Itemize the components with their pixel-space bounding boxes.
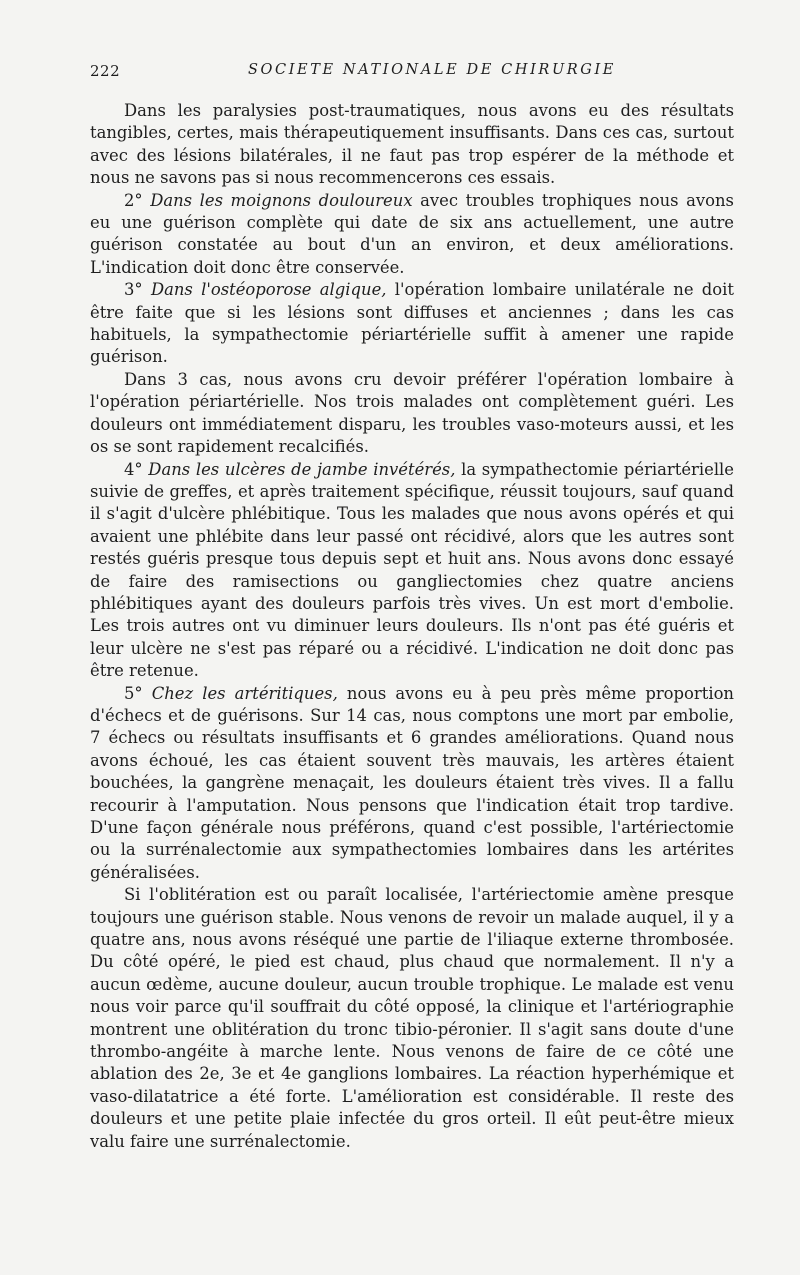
page-header — [90, 62, 734, 84]
body-text — [90, 100, 734, 1153]
running-title: SOCIETE NATIONALE DE CHIRURGIE — [248, 62, 616, 78]
paragraph: 4° Dans les ulcères de jambe invétérés, la sympathectomie périartérielle suivie de greffes, et après traitement spécifique, réussit toujours, sauf quand il s'agit d'ulcère phlébitique. Tous les malades que nous avons opérés et qui avaient une phlébite dans leur passé ont récidivé, alors que les autres sont restés guéris presque tous depuis sept et huit ans. Nous avons donc essayé de faire des ramisections ou gangliectomies chez quatre anciens phlébitiques ayant des douleurs parfois très vives. Un est mort d'embolie. Les trois autres ont vu diminuer leurs douleurs. Ils n'ont pas été guéris et leur ulcère ne s'est pas réparé ou a récidivé. L'indication ne doit donc pas être retenue. — [90, 459, 735, 681]
paragraph: Si l'oblitération est ou paraît localisée, l'artériectomie amène presque toujours une guérison stable. Nous venons de revoir un malade auquel, il y a quatre ans, nous avons réséqué une partie de l'iliaque externe thrombosée. Du côté opéré, le pied est chaud, plus chaud que normalement. Il n'y a aucun œdème, aucune douleur, aucun trouble trophique. Le malade est venu nous voir parce qu'il souffrait du côté opposé, la clinique et l'artériographie montrent une oblitération du tronc tibio-péronier. Il s'agit sans doute d'une thrombo-angéite à marche lente. Nous venons de faire de ce côté une ablation des 2e, 3e et 4e ganglions lombaires. La réaction hyperhémique et vaso-dilatatrice a été forte. L'amélioration est considérable. Il reste des douleurs et une petite plaie infectée du gros orteil. Il eût peut-être mieux valu faire une surrénalectomie. — [90, 885, 734, 1151]
paragraph: Dans 3 cas, nous avons cru devoir préférer l'opération lombaire à l'opération périartérielle. Nos trois malades ont complètement guéri. Les douleurs ont immédiatement disparu, les troubles vaso-moteurs aussi, et les os se sont rapidement recalcifiés. — [90, 369, 734, 457]
paragraph: 5° Chez les artéritiques, nous avons eu à peu près même proportion d'échecs et de guérisons. Sur 14 cas, nous comptons une mort par embolie, 7 échecs ou résultats insuffisants et 6 grandes améliorations. Quand nous avons échoué, les cas étaient souvent très mauvais, les artères étaient bouchées, la gangrène menaçait, les douleurs étaient très vives. Il a fallu recourir à l'amputation. Nous pensons que l'indication était trop tardive. D'une façon générale nous préférons, quand c'est possible, l'artériectomie ou la surrénalectomie aux sympathectomies lombaires dans les artérites généralisées. — [90, 683, 734, 882]
paragraph: 2° Dans les moignons douloureux avec troubles trophiques nous avons eu une guérison complète qui date de six ans actuellement, une autre guérison constatée au bout d'un an environ, et deux améliorations. L'indication doit donc être conservée. — [90, 190, 734, 277]
page-number: 222 — [90, 62, 121, 80]
paragraph: Dans les paralysies post-traumatiques, nous avons eu des résultats tangibles, certes, mais thérapeutiquement insuffisants. Dans ces cas, surtout avec des lésions bilatérales, il ne faut pas trop espérer de la méthode et nous ne savons pas si nous recommencerons ces essais. — [90, 101, 734, 188]
paragraph: 3° Dans l'ostéoporose algique, l'opération lombaire unilatérale ne doit être faite que si les lésions sont diffuses et anciennes ; dans les cas habituels, la sympathectomie périartérielle suffit à amener une rapide guérison. — [90, 280, 735, 367]
